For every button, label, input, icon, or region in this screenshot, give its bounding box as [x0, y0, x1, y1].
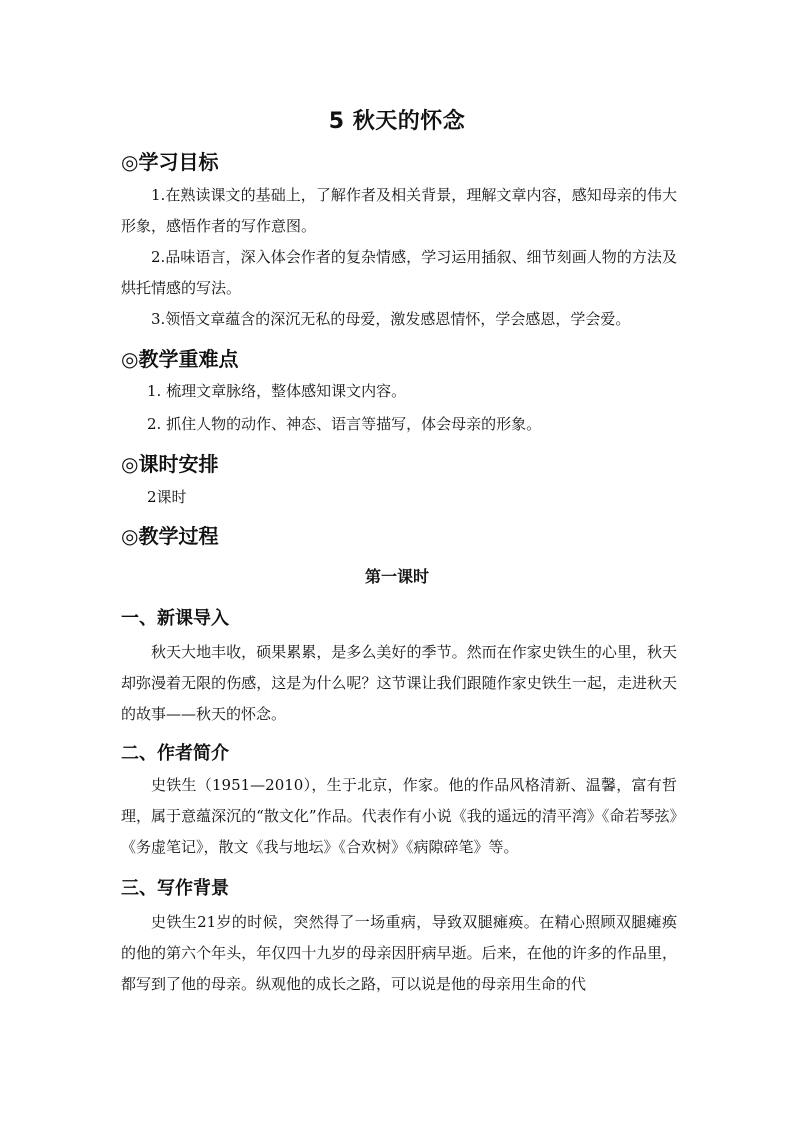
lesson-title: 第一课时	[364, 567, 429, 586]
section-heading-schedule: ◎课时安排	[121, 452, 219, 476]
objective-item-3: 3.领悟文章蕴含的深沉无私的母爱，激发感恩情怀，学会感恩，学会爱。	[151, 310, 631, 328]
page-title: 5 秋天的怀念	[328, 109, 466, 134]
key-point-item-2: 2. 抓住人物的动作、神态、语言等描写，体会母亲的形象。	[147, 415, 542, 433]
part-text-author: 史铁生（1951—2010），生于北京，作家。他的作品风格清新、温馨，富有哲理，属于意蕴深沉的“散文化”作品。代表作有小说《我的遥远的清平湾》《命若琴弦》《务虚笔记》，散文《我与地坛》《合欢树》《病隙碎笔》等。	[121, 776, 677, 856]
part-heading-author: 二、作者简介	[121, 743, 229, 764]
section-heading-objectives: ◎学习目标	[121, 150, 219, 174]
part-text-background: 史铁生21岁的时候，突然得了一场重病，导致双腿瘫痪。在精心照顾双腿瘫痪的他的第六个年头，年仅四十九岁的母亲因肝病早逝。后来，在他的许多的作品里，都写到了他的母亲。纵观他的成长之路，可以说是他的母亲用生命的代	[121, 913, 677, 993]
part-text-intro: 秋天大地丰收，硕果累累，是多么美好的季节。然而在作家史铁生的心里，秋天却弥漫着无限的伤感，这是为什么呢？这节课让我们跟随作家史铁生一起，走进秋天的故事——秋天的怀念。	[121, 643, 677, 723]
objective-item-1: 1.在熟读课文的基础上，了解作者及相关背景，理解文章内容，感知母亲的伟大形象，感悟作者的写作意图。	[121, 186, 677, 235]
objective-item-2: 2.品味语言，深入体会作者的复杂情感，学习运用插叙、细节刻画人物的方法及烘托情感的写法。	[121, 248, 677, 297]
section-heading-process: ◎教学过程	[121, 524, 219, 548]
part-heading-background: 三、写作背景	[121, 878, 229, 899]
schedule-text: 2课时	[147, 488, 187, 506]
key-point-item-1: 1. 梳理文章脉络，整体感知课文内容。	[147, 382, 407, 400]
section-heading-key-points: ◎教学重难点	[121, 347, 239, 371]
part-heading-intro: 一、新课导入	[121, 608, 229, 629]
